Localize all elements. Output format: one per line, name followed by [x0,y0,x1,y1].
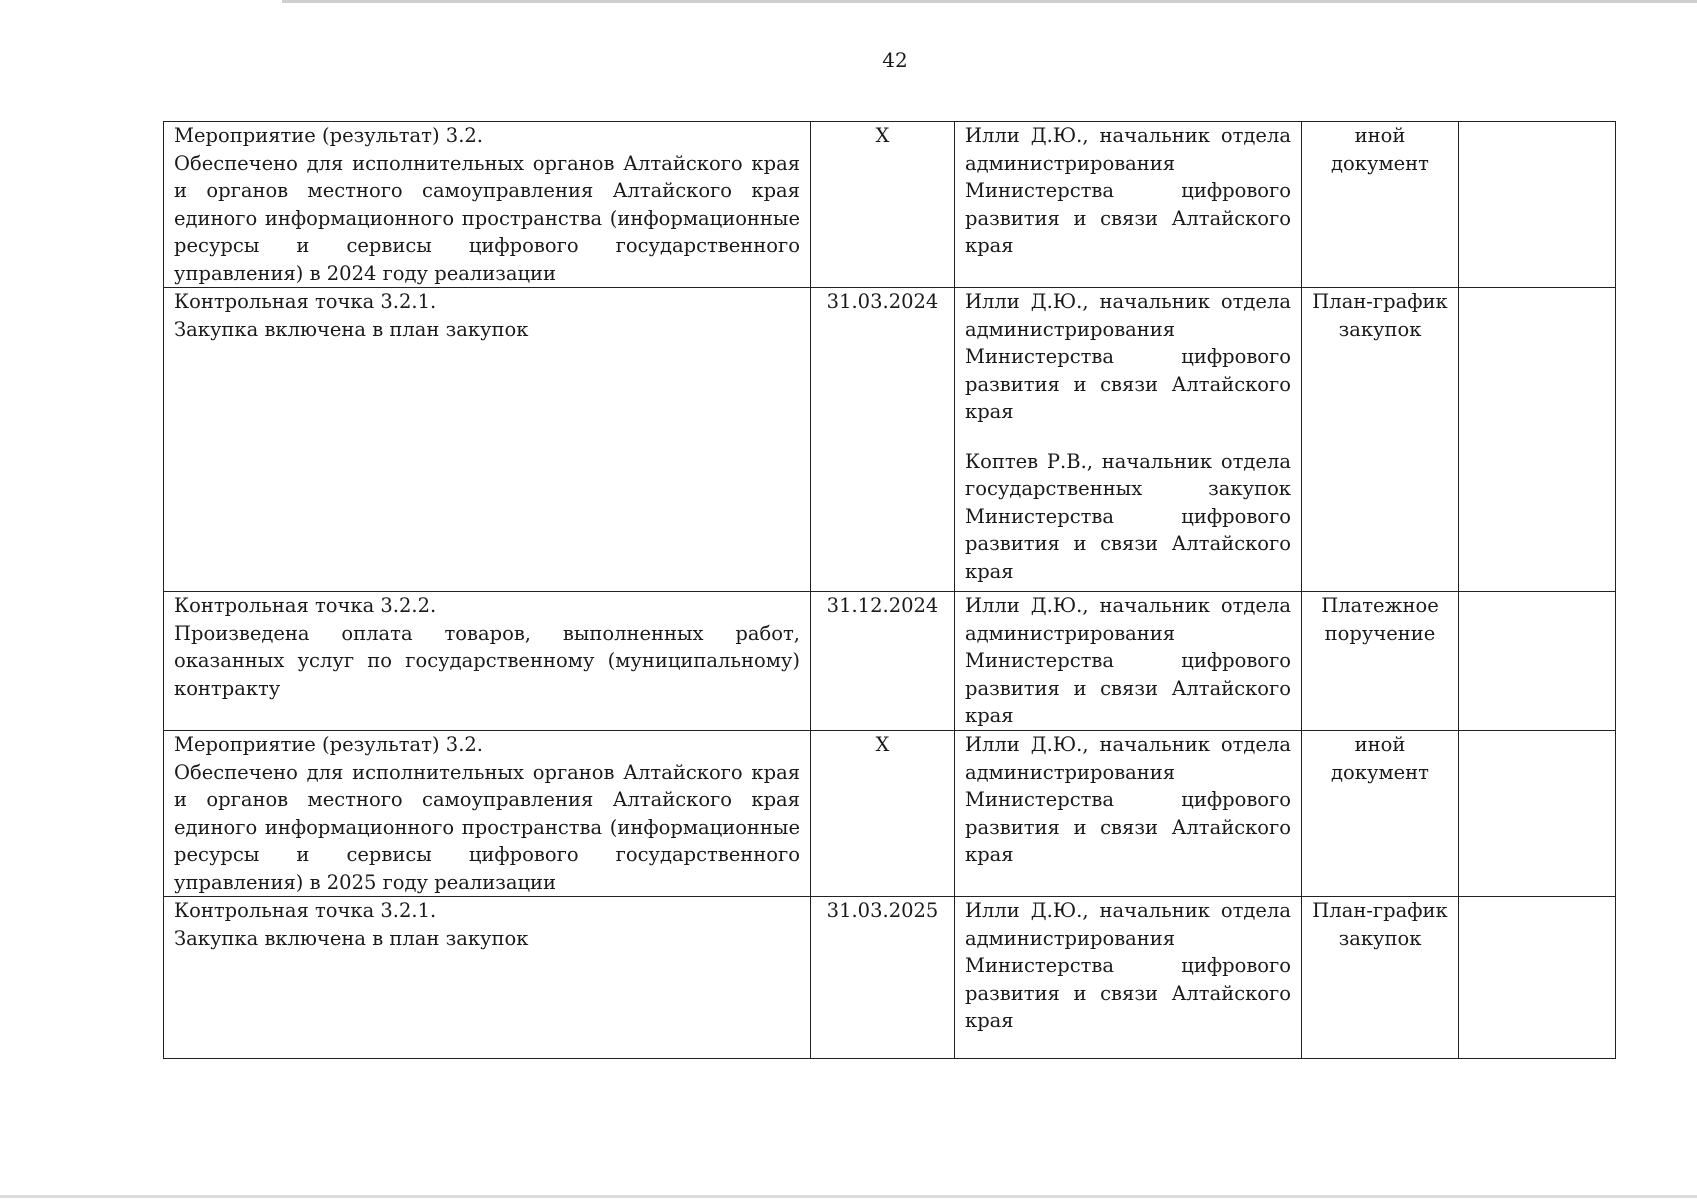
control-point-cell [164,592,811,731]
table-row [164,897,1616,1059]
document-type-cell: План-график закупок [1302,897,1459,1059]
control-point-title: Контрольная точка 3.2.1. [174,899,437,922]
scan-bottom-edge [0,1195,1697,1198]
scan-top-edge [282,0,1697,3]
control-point-title: Контрольная точка 3.2.2. [174,594,437,617]
responsible-cell [955,122,1302,288]
document-type-cell: иной документ [1302,731,1459,897]
responsible-person: Илли Д.Ю., начальник отдела администрирования Министерства цифрового развития и связи Алтайского края [965,594,1291,727]
document-type-cell: План-график закупок [1302,288,1459,592]
empty-cell [1459,122,1616,288]
document-type-cell: Платежное поручение [1302,592,1459,731]
empty-cell [1459,897,1616,1059]
responsible-cell [955,731,1302,897]
control-point-cell [164,288,811,592]
responsible-person: Илли Д.Ю., начальник отдела администрирования Министерства цифрового развития и связи Алтайского края [965,124,1291,257]
page-number: 42 [882,48,908,72]
empty-cell [1459,288,1616,592]
table-row [164,288,1616,592]
deadline-cell: 31.12.2024 [811,592,955,731]
plan-table [163,121,1616,1059]
deadline-cell: 31.03.2024 [811,288,955,592]
table-row [164,592,1616,731]
responsible-person: Коптев Р.В., начальник отдела государственных закупок Министерства цифрового развития и связи Алтайского края [965,449,1291,583]
responsible-person: Илли Д.Ю., начальник отдела администрирования Министерства цифрового развития и связи Алтайского края [965,290,1291,423]
measure-title: Мероприятие (результат) 3.2. [174,124,483,147]
responsible-person: Илли Д.Ю., начальник отдела администрирования Министерства цифрового развития и связи Алтайского края [965,733,1291,866]
control-point-description: Произведена оплата товаров, выполненных работ, оказанных услуг по государственному (муниципальному) контракту [174,621,800,700]
responsible-cell [955,288,1302,592]
document-type-cell: иной документ [1302,122,1459,288]
responsible-cell [955,592,1302,731]
measure-description: Обеспечено для исполнительных органов Алтайского края и органов местного самоуправления Алтайского края единого информационного пространства (информационные ресурсы и сервисы цифрового государственного управления) в 2025 году реализации [174,760,800,894]
measure-title: Мероприятие (результат) 3.2. [174,733,483,756]
control-point-description: Закупка включена в план закупок [174,317,529,341]
table-row [164,122,1616,288]
responsible-person: Илли Д.Ю., начальник отдела администрирования Министерства цифрового развития и связи Алтайского края [965,899,1291,1032]
deadline-cell: X [811,122,955,288]
deadline-cell: X [811,731,955,897]
deadline-cell: 31.03.2025 [811,897,955,1059]
control-point-title: Контрольная точка 3.2.1. [174,290,437,313]
responsible-cell [955,897,1302,1059]
measure-cell [164,122,811,288]
measure-cell [164,731,811,897]
table-row [164,731,1616,897]
control-point-cell [164,897,811,1059]
empty-cell [1459,592,1616,731]
measure-description: Обеспечено для исполнительных органов Алтайского края и органов местного самоуправления Алтайского края единого информационного пространства (информационные ресурсы и сервисы цифрового государственного управления) в 2024 году реализации [174,151,800,285]
empty-cell [1459,731,1616,897]
control-point-description: Закупка включена в план закупок [174,926,529,950]
